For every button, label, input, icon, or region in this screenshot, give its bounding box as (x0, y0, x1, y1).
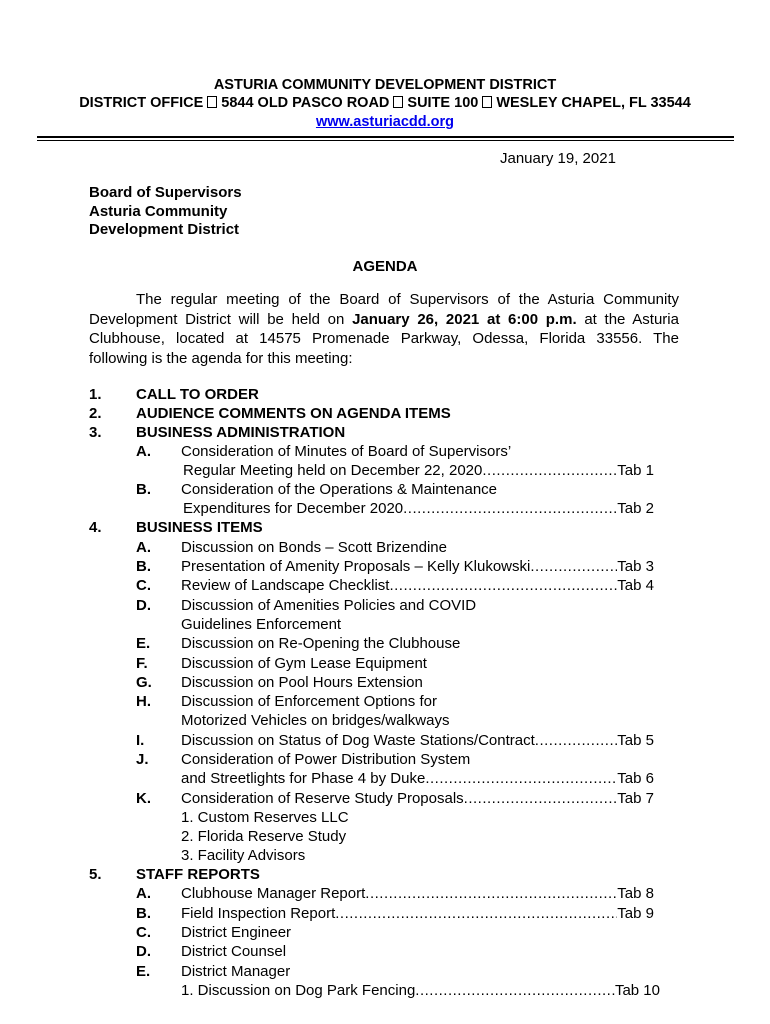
subitem-letter: A. (136, 443, 151, 460)
intro-line: The regular meeting of the Board of Supervisors of the Asturia Community (136, 291, 679, 308)
tab-ref: Tab 8 (617, 885, 654, 902)
leader-line (183, 462, 654, 479)
leader-dots (425, 770, 617, 787)
subitem-text: Guidelines Enforcement (181, 616, 342, 633)
subitem-text: Expenditures for December 2020 (183, 500, 404, 517)
intro-paragraph (89, 290, 679, 368)
leader-dots (365, 885, 617, 902)
subitem-text: Discussion on Status of Dog Waste Stations/Contract (181, 732, 535, 749)
subitem-letter: B. (136, 905, 151, 922)
subitem-letter: D. (136, 597, 151, 614)
subitem-text: Field Inspection Report (181, 905, 336, 922)
item-number: 2. (89, 405, 102, 422)
subitem-letter: C. (136, 924, 151, 941)
intro-text: Development District will be held on (89, 310, 353, 328)
subitem-letter: G. (136, 674, 152, 691)
tab-ref: Tab 3 (617, 558, 654, 575)
intro-line: following is the agenda for this meeting: (89, 349, 353, 367)
subitem-text: Consideration of Reserve Study Proposals (181, 790, 464, 807)
proposal-option: 3. Facility Advisors (181, 847, 306, 864)
leader-dots (535, 732, 618, 749)
addressee-line: Asturia Community (89, 203, 228, 220)
intro-line: Clubhouse, located at 14575 Promenade Parkway, Odessa, Florida 33556. The (89, 330, 679, 347)
leader-dots (415, 982, 615, 999)
subitem-letter: H. (136, 693, 151, 710)
intro-line (89, 310, 679, 330)
proposal-option: 1. Custom Reserves LLC (181, 809, 349, 826)
subitem-text: Discussion of Gym Lease Equipment (181, 655, 427, 672)
proposal-option: 2. Florida Reserve Study (181, 828, 347, 845)
subitem-text: 1. Discussion on Dog Park Fencing (181, 982, 416, 999)
subitem-text: Motorized Vehicles on bridges/walkways (181, 712, 450, 729)
addressee-line: Board of Supervisors (89, 184, 242, 201)
leader-line (183, 500, 654, 517)
item-heading: BUSINESS ITEMS (136, 519, 263, 536)
tab-ref: Tab 4 (617, 577, 654, 594)
leader-line (181, 790, 654, 807)
separator-box-icon (482, 96, 492, 108)
tab-ref: Tab 2 (617, 500, 654, 517)
leader-dots (389, 577, 617, 594)
addressee-line: Development District (89, 221, 240, 238)
subitem-letter: K. (136, 790, 151, 807)
leader-line (181, 982, 660, 999)
office-address (0, 95, 770, 111)
leader-dots (482, 462, 617, 479)
item-number: 1. (89, 386, 102, 403)
header-rule-thin (37, 140, 734, 141)
subitem-text: Discussion on Bonds – Scott Brizendine (181, 539, 447, 556)
item-number: 4. (89, 519, 102, 536)
separator-box-icon (207, 96, 217, 108)
tab-ref: Tab 7 (617, 790, 654, 807)
tab-ref: Tab 6 (617, 770, 654, 787)
subitem-text: Consideration of Power Distribution System (181, 751, 471, 768)
tab-ref: Tab 9 (617, 905, 654, 922)
subitem-letter: A. (136, 885, 151, 902)
tab-ref: Tab 1 (617, 462, 654, 479)
leader-dots (403, 500, 617, 517)
subitem-letter: I. (136, 732, 145, 749)
leader-line (181, 905, 654, 922)
subitem-text: Consideration of Minutes of Board of Supervisors’ (181, 443, 512, 460)
subitem-letter: F. (136, 655, 148, 672)
subitem-letter: C. (136, 577, 151, 594)
subitem-text: Discussion on Re-Opening the Clubhouse (181, 635, 461, 652)
subitem-letter: A. (136, 539, 151, 556)
item-heading: BUSINESS ADMINISTRATION (136, 424, 346, 441)
subitem-letter: B. (136, 558, 151, 575)
subitem-text: Discussion of Amenities Policies and COVID (181, 597, 477, 614)
subitem-text: Presentation of Amenity Proposals – Kelly Klukowski (181, 558, 531, 575)
subitem-text: Clubhouse Manager Report (181, 885, 366, 902)
leader-line (181, 558, 654, 575)
letter-date: January 19, 2021 (500, 150, 616, 167)
website-link[interactable]: www.asturiacdd.org (315, 114, 455, 130)
item-heading: STAFF REPORTS (136, 866, 260, 883)
subitem-text: District Engineer (181, 924, 292, 941)
subitem-text: and Streetlights for Phase 4 by Duke (181, 770, 426, 787)
office-part: SUITE 100 (407, 95, 479, 111)
leader-line (181, 770, 654, 787)
item-number: 5. (89, 866, 102, 883)
separator-box-icon (393, 96, 403, 108)
tab-ref: Tab 5 (617, 732, 654, 749)
subitem-letter: E. (136, 963, 151, 980)
subitem-text: District Manager (181, 963, 291, 980)
leader-dots (530, 558, 617, 575)
leader-line (181, 577, 654, 594)
intro-text: at the Asturia (576, 310, 679, 328)
office-part: WESLEY CHAPEL, FL 33544 (496, 95, 691, 111)
office-part: 5844 OLD PASCO ROAD (221, 95, 390, 111)
item-number: 3. (89, 424, 102, 441)
org-name: ASTURIA COMMUNITY DEVELOPMENT DISTRICT (213, 77, 557, 93)
leader-dots (464, 790, 618, 807)
subitem-text: Discussion on Pool Hours Extension (181, 674, 423, 691)
subitem-letter: J. (136, 751, 149, 768)
subitem-text: Discussion of Enforcement Options for (181, 693, 437, 710)
leader-line (181, 732, 654, 749)
item-heading: AUDIENCE COMMENTS ON AGENDA ITEMS (136, 405, 451, 422)
subitem-text: Review of Landscape Checklist (181, 577, 390, 594)
agenda-title: AGENDA (352, 258, 418, 275)
tab-ref: Tab 10 (614, 982, 660, 999)
subitem-letter: E. (136, 635, 151, 652)
subitem-text: Regular Meeting held on December 22, 2020 (183, 462, 483, 479)
subitem-letter: B. (136, 481, 151, 498)
leader-line (181, 885, 654, 902)
subitem-letter: D. (136, 943, 151, 960)
subitem-text: District Counsel (181, 943, 287, 960)
office-part: DISTRICT OFFICE (79, 95, 204, 111)
meeting-datetime: January 26, 2021 at 6:00 p.m. (352, 310, 577, 328)
subitem-text: Consideration of the Operations & Maintenance (181, 481, 498, 498)
header-rule (37, 136, 734, 138)
item-heading: CALL TO ORDER (136, 386, 259, 403)
leader-dots (335, 905, 617, 922)
